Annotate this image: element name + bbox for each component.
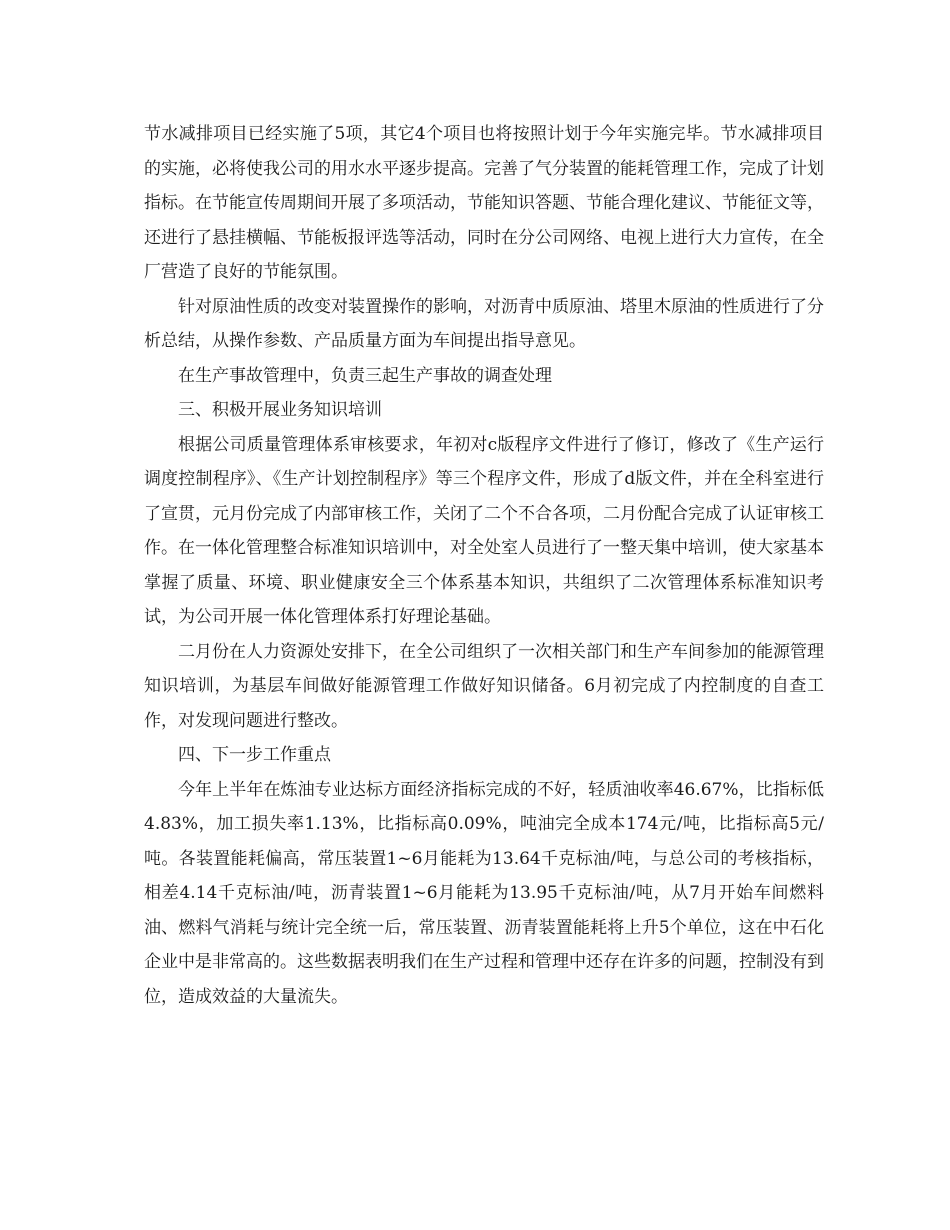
- paragraph-crude-oil-analysis: 针对原油性质的改变对装置操作的影响，对沥青中质原油、塔里木原油的性质进行了分析总结，从操作参数、产品质量方面为车间提出指导意见。: [144, 296, 824, 351]
- paragraph-accident-management: 在生产事故管理中，负责三起生产事故的调查处理: [178, 365, 552, 386]
- paragraph-energy-training: 二月份在人力资源处安排下，在全公司组织了一次相关部门和生产车间参加的能源管理知识培训，为基层车间做好能源管理工作做好知识储备。6月初完成了内控制度的自查工作，对发现问题进行整改。: [144, 641, 824, 731]
- paragraph-indicators: 今年上半年在炼油专业达标方面经济指标完成的不好，轻质油收率46.67%，比指标低4.83%，加工损失率1.13%，比指标高0.09%，吨油完全成本174元/吨，比指标高5元/吨。各装置能耗偏高，常压装置1~6月能耗为13.64千克标油/吨，与总公司的考核指标，相差4.14千克标油/吨，沥青装置1~6月能耗为13.95千克标油/吨，从7月开始车间燃料油、燃料气消耗与统计完全统一后，常压装置、沥青装置能耗将上升5个单位，这在中石化企业中是非常高的。这些数据表明我们在生产过程和管理中还存在许多的问题，控制没有到位，造成效益的大量流失。: [144, 779, 824, 1007]
- section-heading-training: 三、积极开展业务知识培训: [178, 400, 382, 420]
- document-body: [144, 117, 824, 1014]
- paragraph-quality-system: 根据公司质量管理体系审核要求，年初对c版程序文件进行了修订，修改了《生产运行调度控制程序》、《生产计划控制程序》等三个程序文件，形成了d版文件，并在全科室进行了宣贯，元月份完成了内部审核工作，关闭了二个不合各项，二月份配合完成了认证审核工作。在一体化管理整合标准知识培训中，对全处室人员进行了一整天集中培训，使大家基本掌握了质量、环境、职业健康安全三个体系基本知识，共组织了二次管理体系标准知识考试，为公司开展一体化管理体系打好理论基础。: [144, 434, 824, 627]
- section-heading-next-steps: 四、下一步工作重点: [178, 745, 331, 765]
- paragraph-water-saving: 节水减排项目已经实施了5项，其它4个项目也将按照计划于今年实施完毕。节水减排项目的实施，必将使我公司的用水水平逐步提高。完善了气分装置的能耗管理工作，完成了计划指标。在节能宣传周期间开展了多项活动，节能知识答题、节能合理化建议、节能征文等，还进行了悬挂横幅、节能板报评选等活动，同时在分公司网络、电视上进行大力宣传，在全厂营造了良好的节能氛围。: [144, 124, 824, 282]
